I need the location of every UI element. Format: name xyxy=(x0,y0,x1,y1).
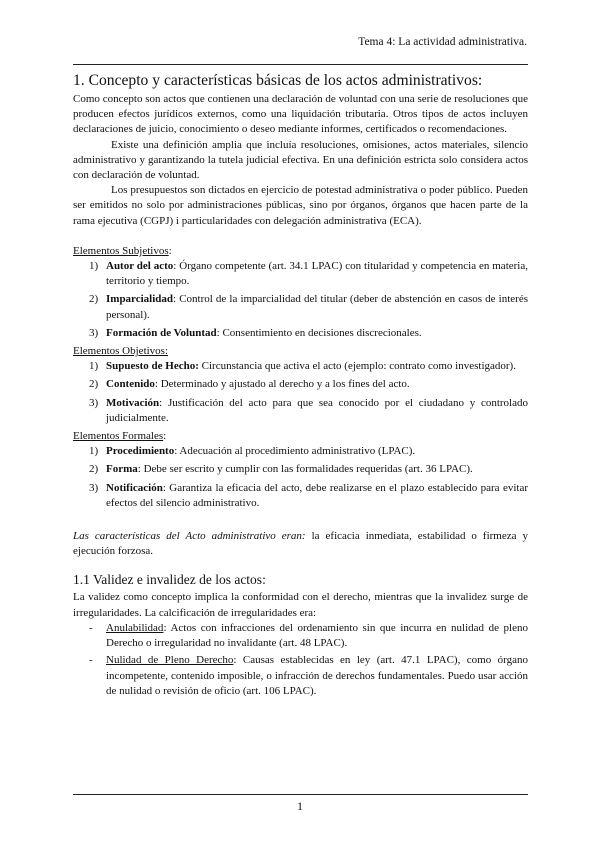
subjetivos-list xyxy=(73,259,528,341)
objetivos-list xyxy=(73,359,528,426)
paragraph: Como concepto son actos que contienen una declaración de voluntad con una serie de resoluciones que producen efectos jurídicos externos, como una liquidación tributaria. Otros tipos de actos incluyen declaraciones de juicio, conocimiento o deseo mediante informes, certificados o recomendaciones. xyxy=(73,93,528,136)
list-item: 1) Procedimiento: Adecuación al procedimiento administrativo (LPAC). xyxy=(89,445,416,458)
list-item: 3) Notificación: Garantiza la eficacia del acto, debe realizarse en el plazo establecido para evitar efectos del silencio administrativo. xyxy=(89,481,528,509)
running-header: Tema 4: La actividad administrativa. xyxy=(358,36,527,48)
invalidez-list xyxy=(73,621,528,699)
paragraph: La validez como concepto implica la conformidad con el derecho, mientras que la invalidez surge de irregularidades. La calcificación de irregularidades era: xyxy=(73,591,528,619)
list-item: 3) Formación de Voluntad: Consentimiento en decisiones discrecionales. xyxy=(89,326,422,339)
list-item: - Nulidad de Pleno Derecho: Causas establecidas en ley (art. 47.1 LPAC), como órgano incompetente, contenido imposible, o infracción de derechos fundamentales. Puedo usar acción de nulidad o revisión de oficio (art. 106 LPAC). xyxy=(89,654,528,697)
document-body xyxy=(73,71,528,701)
page-number: 1 xyxy=(297,799,303,813)
list-item: 3) Motivación: Justificación del acto para que sea conocido por el ciudadano y controlado judicialmente. xyxy=(89,396,528,424)
list-item: 2) Imparcialidad: Control de la imparcialidad del titular (deber de abstención en casos de interés personal). xyxy=(89,293,528,321)
paragraph: Los presupuestos son dictados en ejercicio de potestad administrativa o poder público. Pueden ser emitidos no solo por administraciones públicas, sino por órganos, órganos que hacen parte de la rama ejecutiva (CGPJ) i particularidades con delegación administrativa (ECA). xyxy=(73,184,528,227)
section-1-title: 1. Concepto y características básicas de los actos administrativos: xyxy=(73,72,483,89)
section-1-1-title: 1.1 Validez e invalidez de los actos: xyxy=(73,572,266,588)
formales-list xyxy=(73,444,528,511)
paragraph: Existe una definición amplia que incluía resoluciones, omisiones, actos materiales, silencio administrativo y garantizando la tutela judicial efectiva. En una definición estricta solo considera actos con declaración de voluntad. xyxy=(73,138,528,182)
objetivos-heading: Elementos Objetivos: xyxy=(73,345,169,358)
list-item: 1) Autor del acto: Órgano competente (art. 34.1 LPAC) con titularidad y competencia en materia, territorio y tiempo. xyxy=(89,260,528,288)
subjetivos-heading: Elementos Subjetivos: xyxy=(73,244,172,257)
list-item: 1) Supuesto de Hecho: Circunstancia que activa el acto (ejemplo: contrato como investigador). xyxy=(89,360,516,373)
list-item: 2) Forma: Debe ser escrito y cumplir con las formalidades requeridas (art. 36 LPAC). xyxy=(89,463,473,476)
header-rule xyxy=(73,64,528,65)
list-item: - Anulabilidad: Actos con infracciones del ordenamiento sin que incurra en nulidad de pleno Derecho o irregularidad no invalidante (art. 48 LPAC). xyxy=(89,621,528,650)
formales-heading: Elementos Formales: xyxy=(73,430,167,443)
list-item: 2) Contenido: Determinado y ajustado al derecho y a los fines del acto. xyxy=(89,378,410,391)
caracteristicas-paragraph: Las características del Acto administrativo eran: la eficacia inmediata, estabilidad o firmeza y ejecución forzosa. xyxy=(73,530,528,558)
footer-rule xyxy=(73,794,528,795)
